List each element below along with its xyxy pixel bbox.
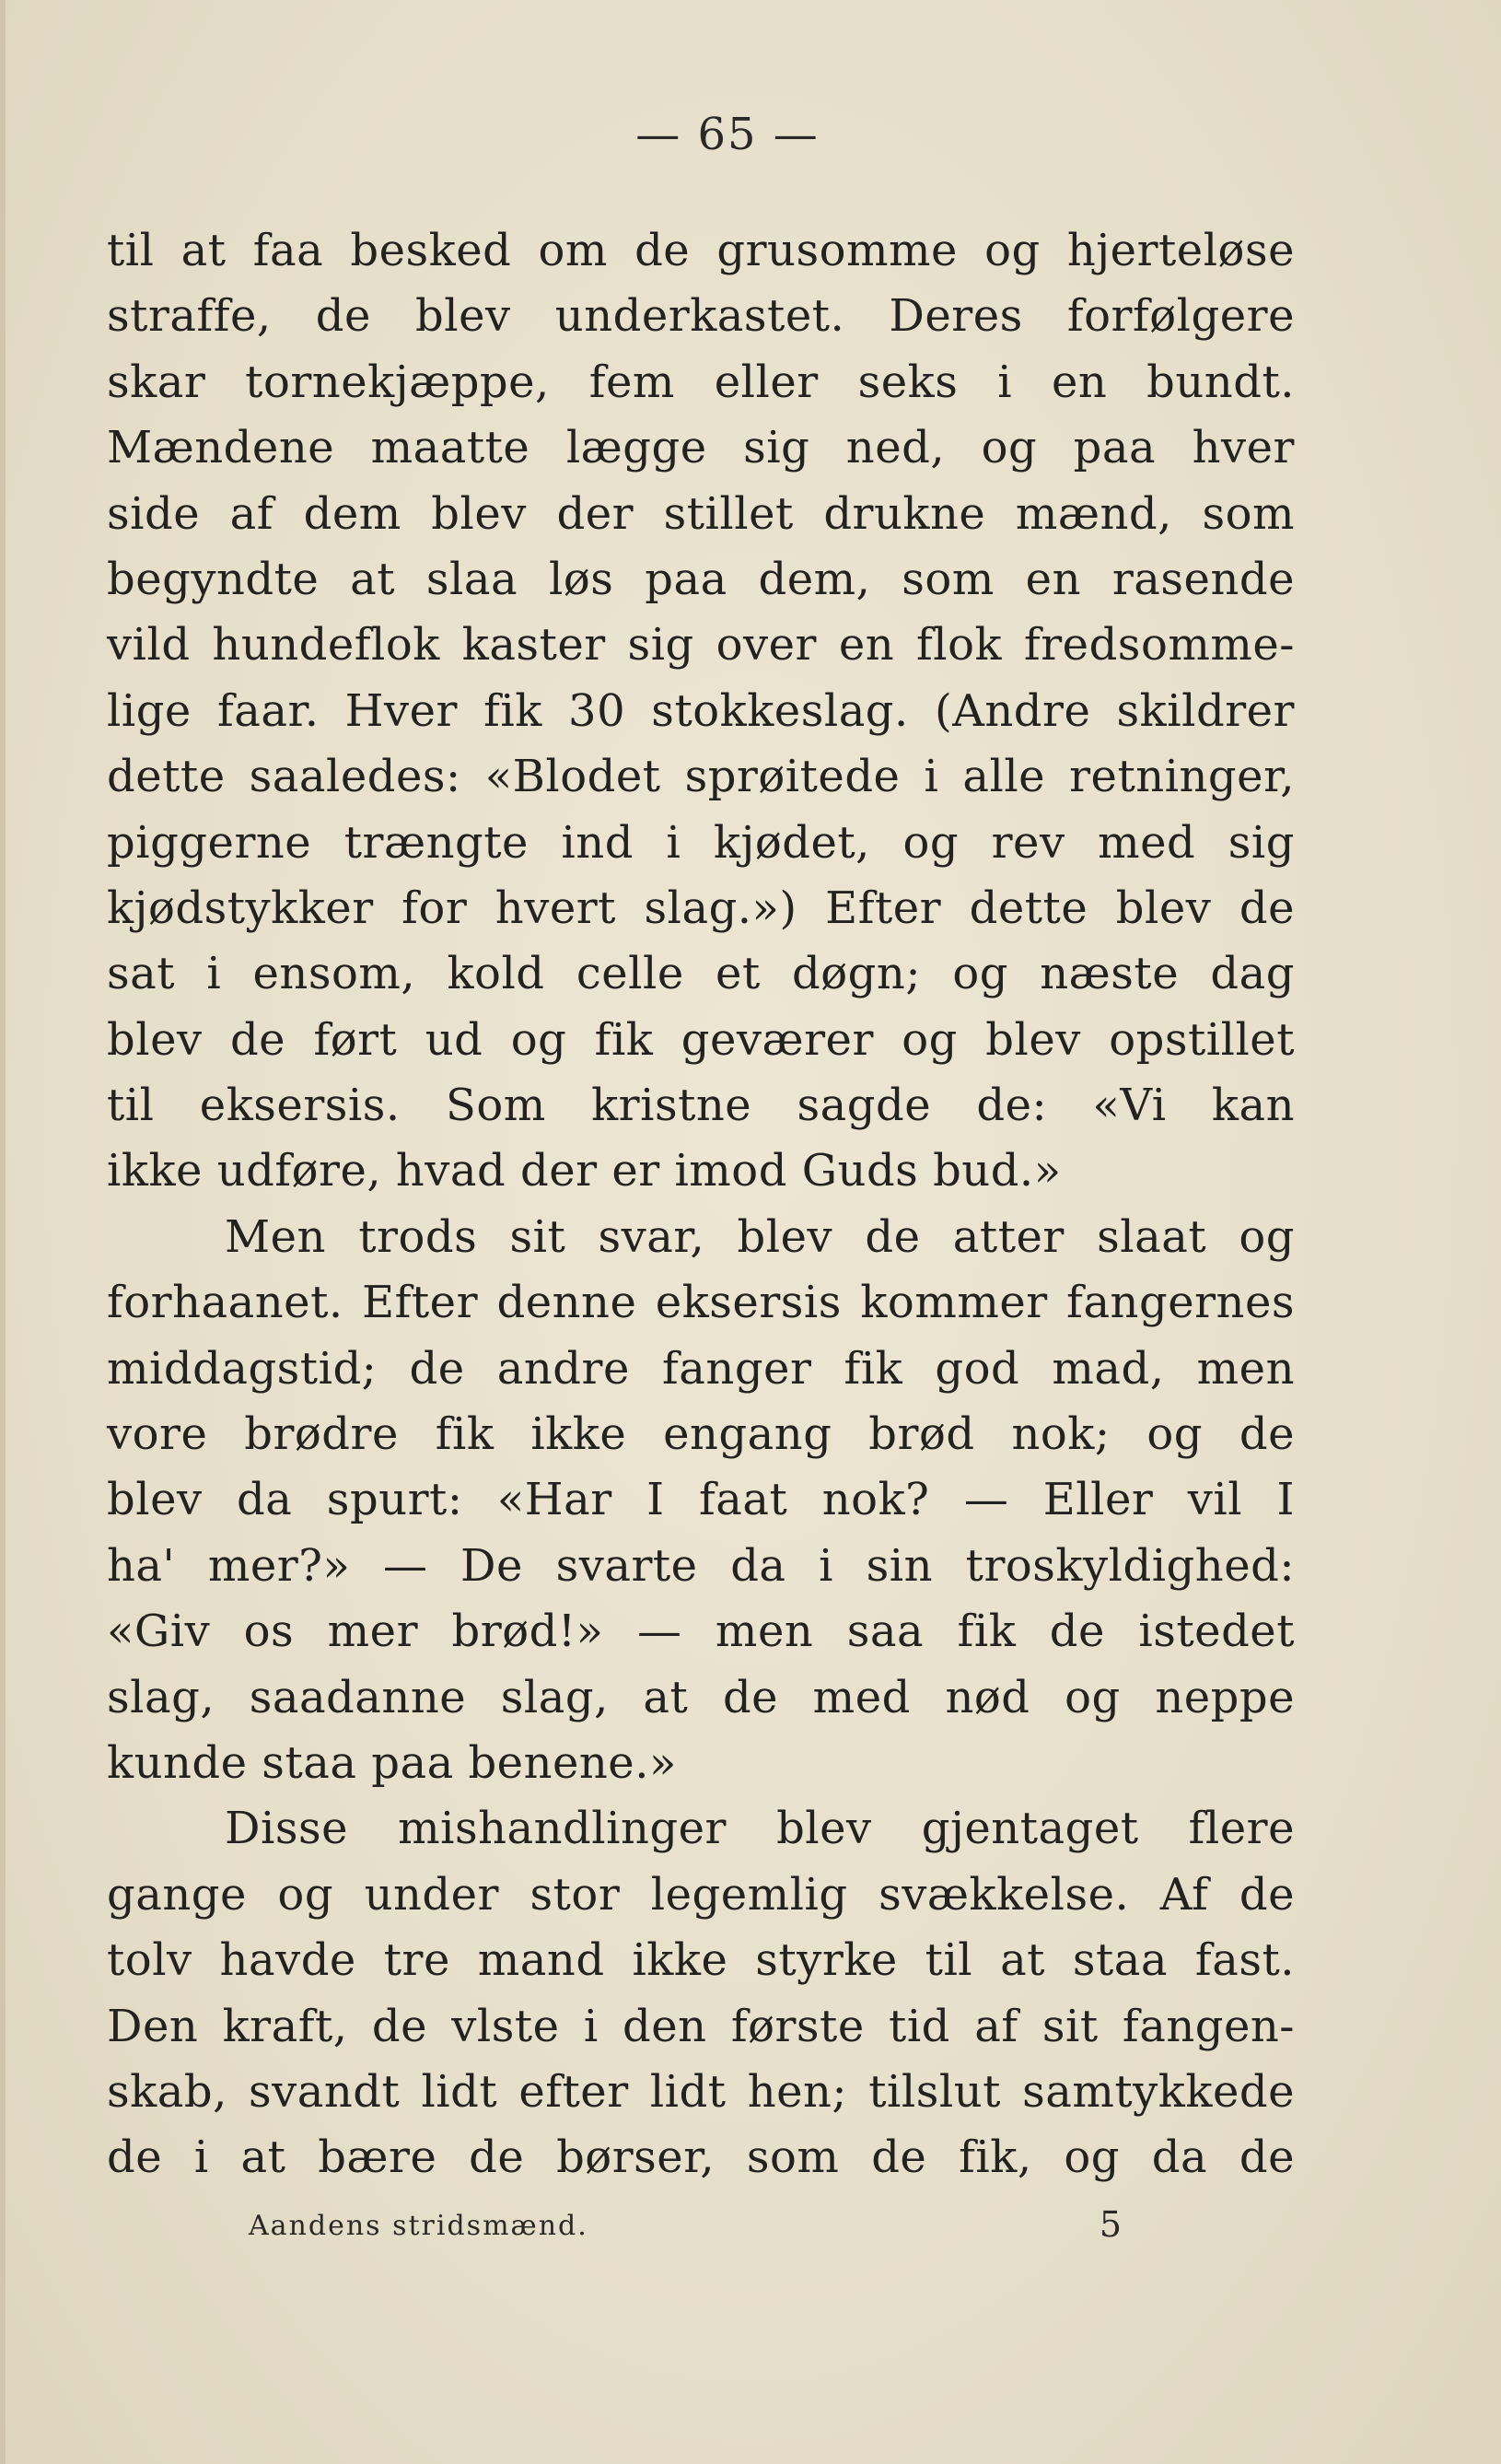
text-line: Men trods sit svar, blev de atter slaat og <box>225 1210 1295 1263</box>
text-line: vore brødre fik ikke engang brød nok; og de <box>107 1408 1295 1461</box>
page-edge-shadow <box>0 0 6 2464</box>
text-line: Mændene maatte lægge sig ned, og paa hver <box>107 422 1295 474</box>
page-number: — 65 — <box>635 109 820 160</box>
text-line: ikke udføre, hvad der er imod Guds bud.» <box>107 1145 1062 1197</box>
text-line: straffe, de blev underkastet. Deres forfølgere <box>107 290 1295 343</box>
text-line: til eksersis. Som kristne sagde de: «Vi kan <box>107 1080 1295 1132</box>
text-line: forhaanet. Efter denne eksersis kommer fangernes <box>107 1277 1295 1329</box>
text-line: de i at bære de børser, som de fik, og da de <box>107 2131 1295 2184</box>
text-line: Disse mishandlinger blev gjentaget flere <box>225 1803 1295 1855</box>
text-line: piggerne trængte ind i kjødet, og rev med sig <box>107 816 1295 869</box>
page-footer <box>249 2204 1122 2248</box>
text-line: middagstid; de andre fanger fik god mad, men <box>107 1342 1295 1395</box>
text-line: dette saaledes: «Blodet sprøitede i alle retninger, <box>107 751 1295 803</box>
text-line: kunde staa paa benene.» <box>107 1736 677 1789</box>
text-line: kjødstykker for hvert slag.») Efter dette blev de <box>107 882 1295 934</box>
text-line: begyndte at slaa løs paa dem, som en rasende <box>107 553 1295 605</box>
text-line: «Giv os mer brød!» — men saa fik de istedet <box>107 1606 1295 1658</box>
text-line: til at faa besked om de grusomme og hjerteløse <box>107 225 1295 276</box>
text-line: sat i ensom, kold celle et døgn; og næste dag <box>107 948 1295 1000</box>
text-line: gange og under stor legemlig svækkelse. Af de <box>107 1868 1295 1921</box>
text-line: ha' mer?» — De svarte da i sin troskyldighed: <box>107 1539 1295 1592</box>
text-line: blev da spurt: «Har I faat nok? — Eller vil I <box>107 1474 1295 1526</box>
body-text <box>107 218 1295 2191</box>
text-line: skab, svandt lidt efter lidt hen; tilslut samtykkede <box>107 2065 1295 2118</box>
text-line: blev de ført ud og fik geværer og blev opstillet <box>107 1013 1295 1066</box>
text-line: slag, saadanne slag, at de med nød og neppe <box>107 1671 1295 1723</box>
text-line: lige faar. Hver fik 30 stokkeslag. (Andre skildrer <box>107 684 1295 737</box>
text-line: vild hundeflok kaster sig over en flok fredsomme- <box>107 619 1295 671</box>
text-line: Den kraft, de vlste i den første tid af sit fangen- <box>107 2000 1295 2052</box>
signature-mark: Aandens stridsmænd. <box>249 2210 588 2242</box>
sheet-number: 5 <box>1099 2204 1122 2245</box>
text-line: side af dem blev der stillet drukne mænd, som <box>107 487 1295 540</box>
text-line: tolv havde tre mand ikke styrke til at staa fast. <box>107 1934 1295 1987</box>
text-line: skar tornekjæppe, fem eller seks i en bundt. <box>107 356 1295 408</box>
